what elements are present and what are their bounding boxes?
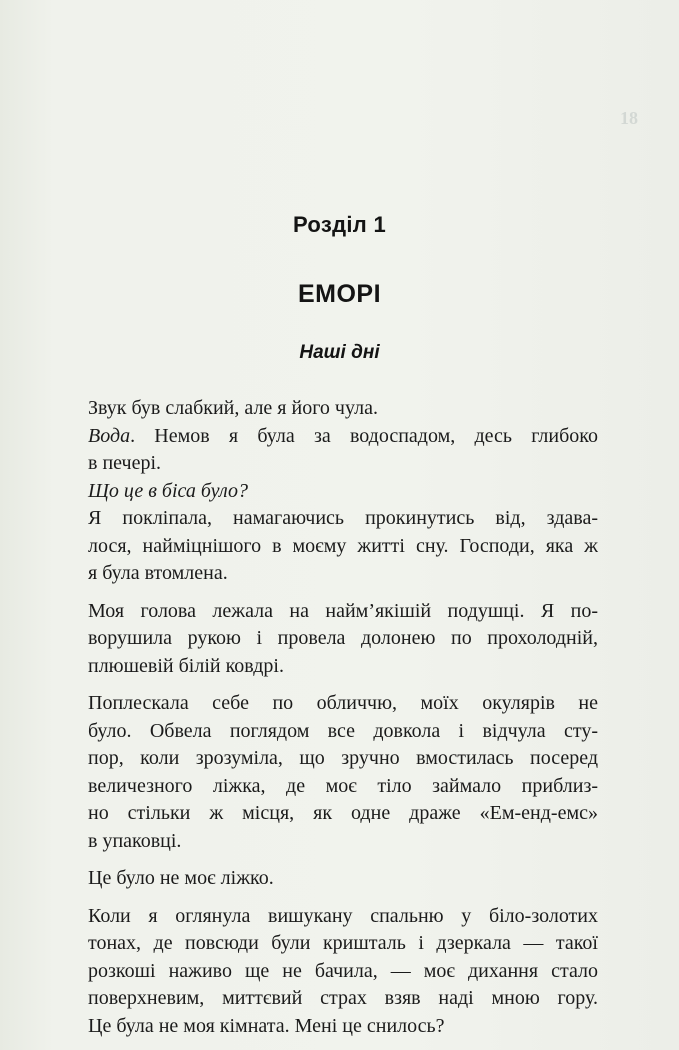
text-line: Це було не моє ліжко. [88, 867, 274, 889]
page-number-bleed-through: 18 [620, 108, 638, 128]
body-text [88, 395, 598, 1040]
text-line: пор, коли зрозуміла, що зручно вмостилась посеред [88, 747, 598, 769]
text-line: в печері. [88, 452, 162, 474]
text-line: Коли я оглянула вишукану спальню у біло-золотих [88, 904, 598, 927]
text-line: в упаковці. [88, 829, 182, 852]
paragraph [88, 505, 598, 588]
text-line: Я покліпала, намагаючись прокинутись від, здава- [88, 507, 598, 529]
text-line: ворушила рукою і провела долонею по прохолодній, [88, 627, 598, 649]
chapter-timeline: Наші дні [299, 342, 380, 363]
paragraph [88, 395, 598, 423]
paragraph [88, 865, 598, 893]
text-line: тонах, де повсюди були кришталь і дзеркала — такої [88, 932, 598, 954]
text-line: но стільки ж місця, як одне драже «Ем-енд-емс» [88, 802, 598, 824]
text-line: Моя голова лежала на найм’якішій подушці. Я по- [88, 599, 598, 622]
paragraph [88, 903, 598, 1041]
text-line: поверхневим, миттєвий страх взяв наді мною гору. [88, 987, 598, 1009]
italic-line: Що це в біса було? [88, 479, 248, 502]
text-fragment: . Немов я була за водоспадом, десь глибоко [130, 424, 598, 447]
text-line: плюшевій білій ковдрі. [88, 654, 284, 677]
paragraph [88, 690, 598, 855]
text-line [88, 423, 598, 451]
paragraph [88, 478, 598, 506]
paragraph [88, 423, 598, 478]
italic-word: Вода [88, 424, 131, 447]
text-line: Звук був слабкий, але я його чула. [88, 397, 378, 419]
chapter-heroine-name: ЕМОРІ [297, 280, 382, 308]
text-line: лося, найміцнішого в моєму житті сну. Господи, яка ж [88, 534, 598, 557]
paragraph [88, 598, 598, 681]
text-line: було. Обвела поглядом все довкола і відчула сту- [88, 719, 598, 742]
text-line: Це була не моя кімната. Мені це снилось? [88, 1014, 445, 1037]
chapter-title: Розділ 1 [292, 212, 386, 237]
text-line: розкоші наживо ще не бачила, — моє дихання стало [88, 959, 598, 982]
text-line: Поплескала себе по обличчю, моїх окулярів не [88, 692, 598, 714]
text-line: величезного ліжка, де моє тіло займало приблиз- [88, 774, 598, 797]
text-line: я була втомлена. [88, 562, 228, 584]
